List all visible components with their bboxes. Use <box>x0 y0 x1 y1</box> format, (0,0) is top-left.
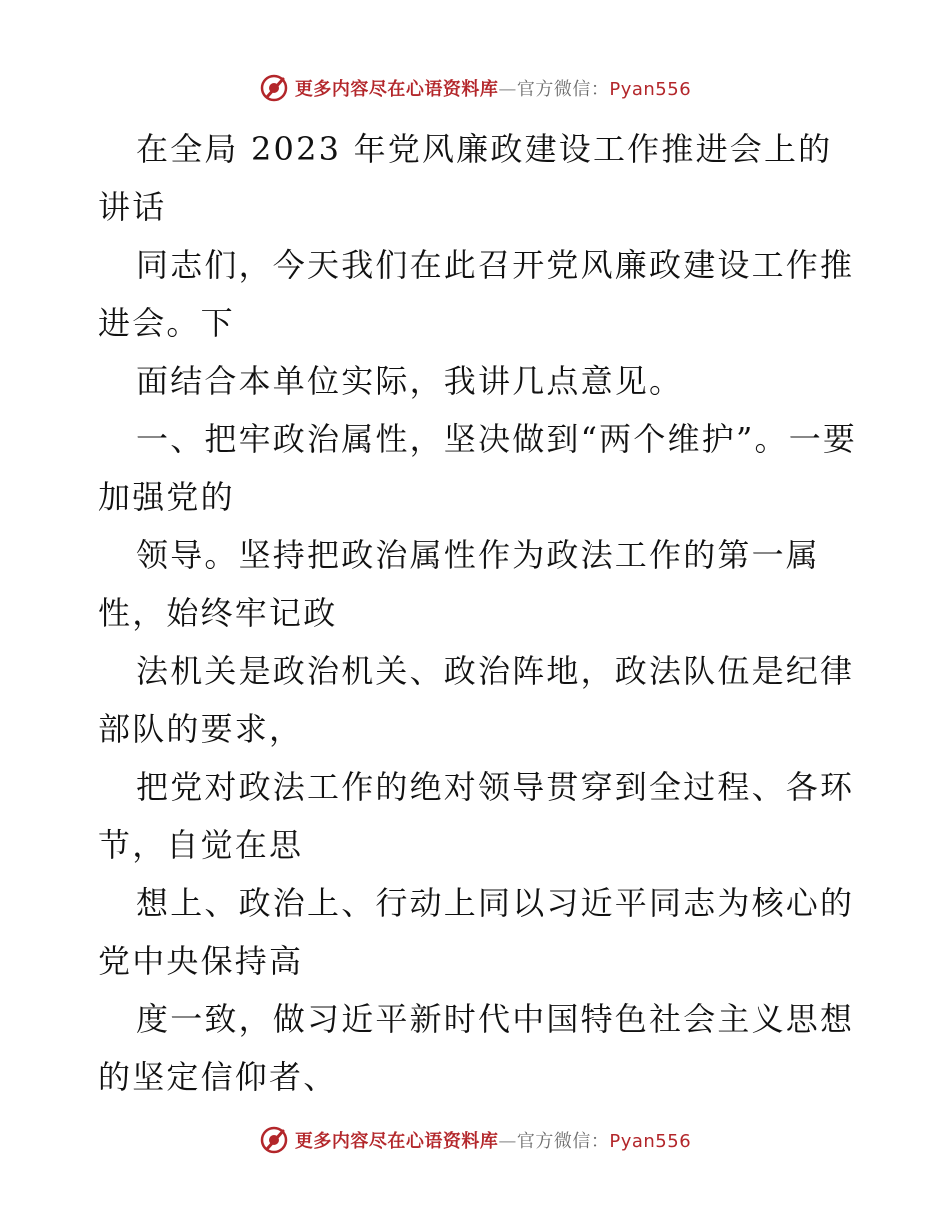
paragraph: 想上、政治上、行动上同以习近平同志为核心的党中央保持高 <box>98 884 855 980</box>
document-title: 在全局 2023 年党风廉政建设工作推进会上的讲话 <box>98 130 833 226</box>
header-watermark-text <box>295 75 691 101</box>
footer-watermark-main: 更多内容尽在心语资料库 <box>294 1131 499 1152</box>
paragraph: 领导。坚持把政治属性作为政法工作的第一属性，始终牢记政 <box>98 536 821 632</box>
header-watermark-main: 更多内容尽在心语资料库 <box>294 79 499 100</box>
document-body <box>98 120 858 1106</box>
paragraph: 面结合本单位实际，我讲几点意见。 <box>136 362 684 400</box>
paragraph: 同志们，今天我们在此召开党风廉政建设工作推进会。下 <box>98 246 855 342</box>
brush-logo-icon <box>259 73 289 103</box>
header-watermark-id: Pyan556 <box>609 79 692 100</box>
footer-watermark-label: 官方微信： <box>516 1131 610 1152</box>
header-watermark-dash: — <box>498 79 517 100</box>
paragraph: 一、把牢政治属性，坚决做到“两个维护”。一要加强党的 <box>98 420 858 516</box>
paragraph: 度一致，做习近平新时代中国特色社会主义思想的坚定信仰者、 <box>98 1000 855 1096</box>
footer-watermark-banner <box>0 1120 950 1160</box>
footer-watermark-id: Pyan556 <box>609 1131 692 1152</box>
brush-logo-icon <box>259 1125 289 1155</box>
paragraph: 把党对政法工作的绝对领导贯穿到全过程、各环节，自觉在思 <box>98 768 855 864</box>
footer-watermark-dash: — <box>498 1131 517 1152</box>
header-watermark-banner <box>0 68 950 108</box>
footer-watermark-text <box>295 1127 691 1153</box>
paragraph: 法机关是政治机关、政治阵地，政法队伍是纪律部队的要求， <box>98 652 855 748</box>
header-watermark-label: 官方微信： <box>516 79 610 100</box>
